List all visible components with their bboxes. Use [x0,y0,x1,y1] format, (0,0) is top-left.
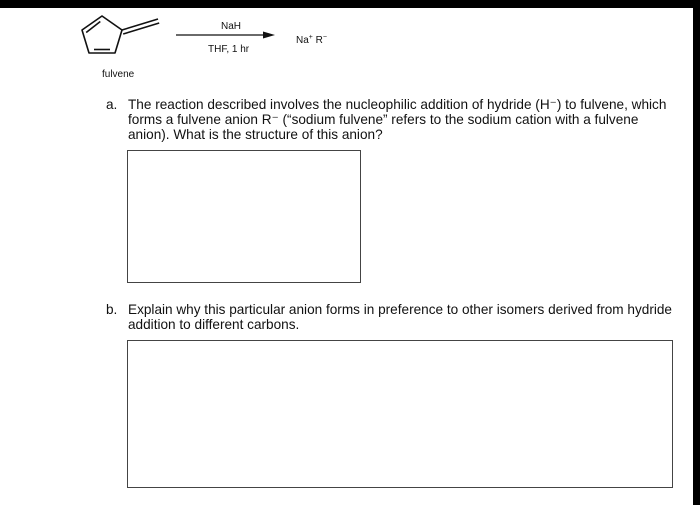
reagent-above-arrow: NaH [221,21,242,32]
question-a-letter: a. [106,97,118,112]
question-a-text: The reaction described involves the nucleophilic addition of hydride (H⁻) to fulvene, which forms a fulvene anion R⁻ (“sodium fulvene” refers to the sodium cation with a fulvene anion). What is the structure of this anion? [128,97,667,142]
answer-box-a[interactable] [127,150,361,283]
product-anion-charge: − [322,34,327,41]
fulvene-label: fulvene [102,69,135,80]
reagent-below-arrow: THF, 1 hr [208,44,250,55]
reaction-arrow [176,30,276,40]
question-b-letter: b. [106,302,118,317]
question-b-text: Explain why this particular anion forms in preference to other isomers derived from hydride addition to different carbons. [128,302,672,332]
product-cation: Na [296,35,309,46]
worksheet-page [0,8,693,505]
answer-box-b[interactable] [127,340,673,488]
product-anion: R [315,35,323,46]
product-cation-charge: + [308,34,313,41]
product-label [296,35,327,46]
fulvene-structure [74,10,166,70]
